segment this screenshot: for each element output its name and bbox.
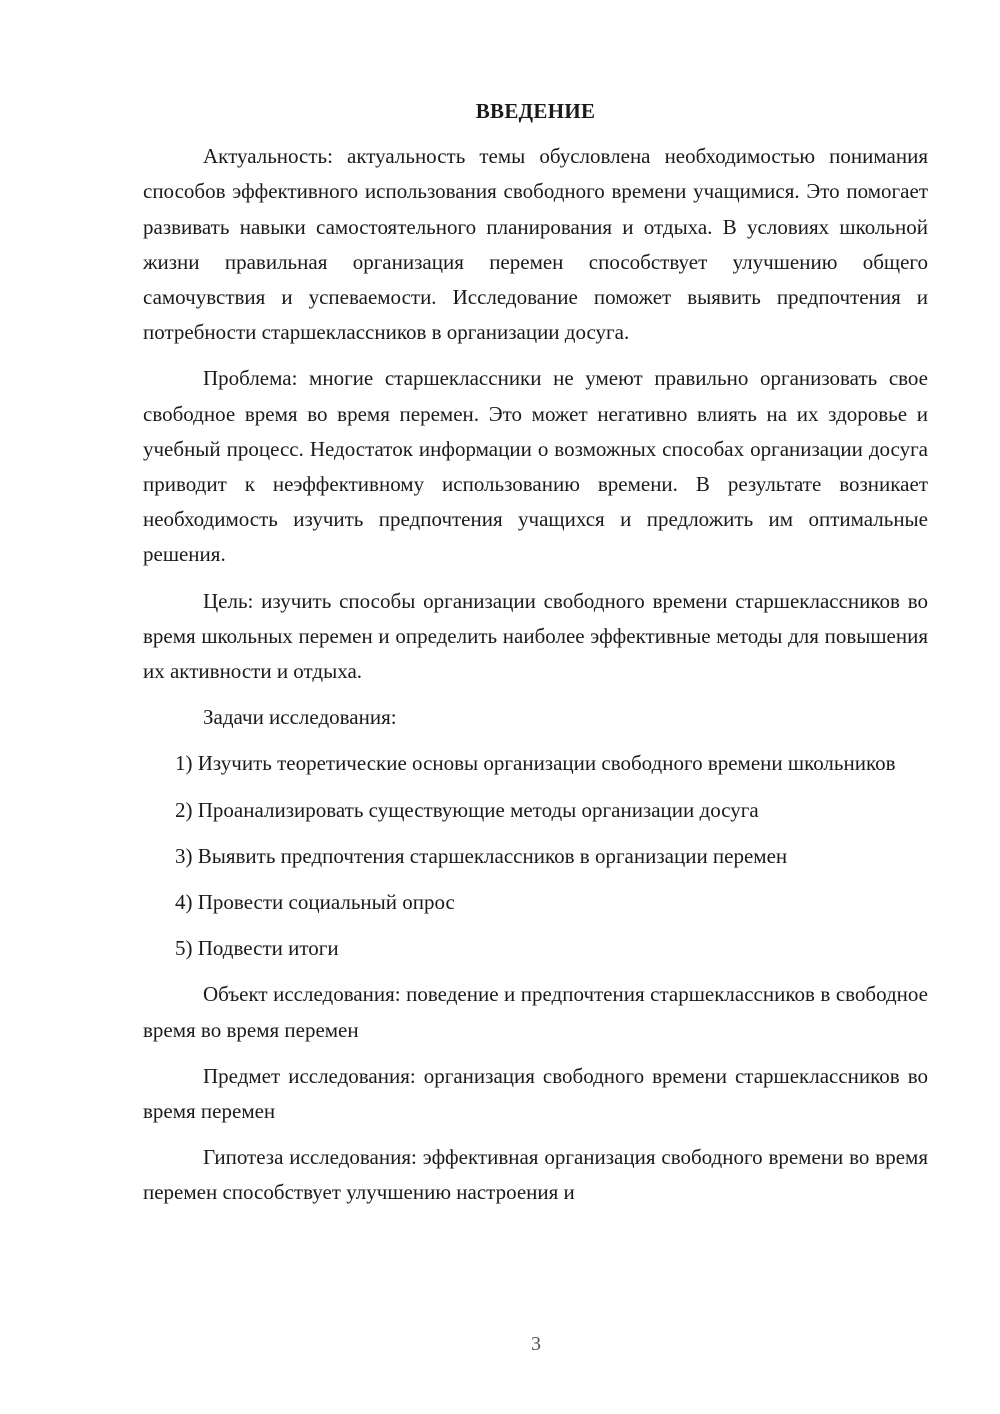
- task-item-5: 5) Подвести итоги: [175, 936, 339, 961]
- tasks-heading: Задачи исследования:: [203, 705, 397, 730]
- task-item-3: 3) Выявить предпочтения старшеклассников в организации перемен: [175, 843, 788, 868]
- page-number: 3: [531, 1333, 541, 1355]
- object-paragraph: Объект исследования: поведение и предпочтения старшеклассников в свободное время во время перемен: [143, 982, 928, 1042]
- task-item-1: 1) Изучить теоретические основы организации свободного времени школьников: [175, 751, 896, 776]
- relevance-paragraph: Актуальность: актуальность темы обусловлена необходимостью понимания способов эффективного использования свободного времени учащимися. Это помогает развивать навыки самостоятельного планирования и отдыха. В условиях школьной жизни правильная организация перемен способствует улучшению общего самочувствия и успеваемости. Исследование поможет выявить предпочтения и потребности старшеклассников в организации досуга.: [143, 144, 928, 345]
- goal-paragraph: Цель: изучить способы организации свободного времени старшеклассников во время школьных перемен и определить наиболее эффективные методы для повышения их активности и отдыха.: [143, 588, 928, 684]
- page-content: [143, 94, 928, 1222]
- task-item-2: 2) Проанализировать существующие методы организации досуга: [175, 797, 759, 822]
- page-title: ВВЕДЕНИЕ: [475, 99, 596, 123]
- problem-paragraph: Проблема: многие старшеклассники не умеют правильно организовать свое свободное время во время перемен. Это может негативно влиять на их здоровье и учебный процесс. Недостаток информации о возможных способах организации досуга приводит к неэффективному использованию времени. В результате возникает необходимость изучить предпочтения учащихся и предложить им оптимальные решения.: [143, 366, 928, 567]
- subject-paragraph: Предмет исследования: организация свободного времени старшеклассников во время перемен: [143, 1063, 928, 1124]
- hypothesis-paragraph: Гипотеза исследования: эффективная организация свободного времени во время перемен способствует улучшению настроения и: [143, 1145, 928, 1205]
- task-item-4: 4) Провести социальный опрос: [175, 890, 455, 915]
